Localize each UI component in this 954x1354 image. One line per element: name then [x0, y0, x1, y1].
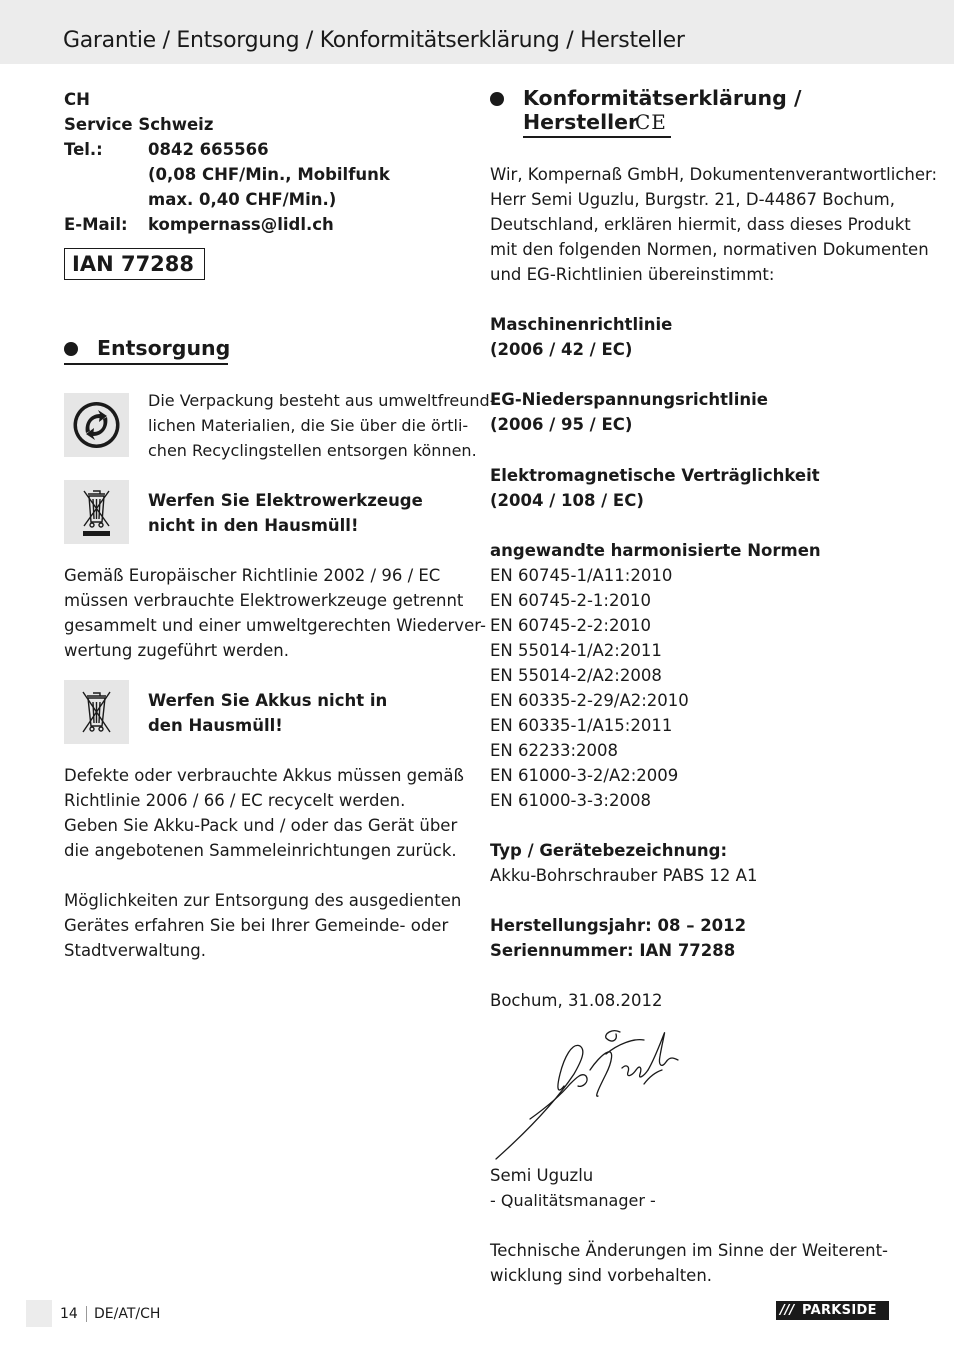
crossed-bin-icon: [64, 480, 129, 544]
crossed-bin-battery-icon: [64, 680, 129, 744]
text-line: und EG-Richtlinien übereinstimmt:: [490, 265, 775, 284]
text-line: Stadtverwaltung.: [64, 941, 206, 960]
text-line: Werfen Sie Akkus nicht in: [148, 691, 388, 710]
signer-role: - Qualitätsmanager -: [490, 1191, 656, 1210]
tel-label: Tel.:: [64, 140, 103, 159]
text-line: Defekte oder verbrauchte Akkus müssen gemäß: [64, 766, 464, 785]
directive-machinery: [490, 312, 672, 362]
text-line: (2006 / 95 / EC): [490, 415, 633, 434]
disclaimer: [490, 1238, 888, 1288]
norms-list: [490, 538, 821, 813]
weee-warning: [148, 488, 423, 538]
text-line: Geben Sie Akku-Pack und / oder das Gerät über: [64, 816, 458, 835]
text-line: Technische Änderungen im Sinne der Weiterent-: [490, 1241, 888, 1260]
tel-rate: (0,08 CHF/Min., Mobilfunk: [148, 165, 390, 184]
ce-mark-icon: CE: [635, 110, 667, 134]
text-line: Elektromagnetische Verträglichkeit: [490, 466, 820, 485]
production-info: [490, 913, 746, 963]
header-bar: [0, 0, 954, 64]
text-line: den Hausmüll!: [148, 716, 283, 735]
contact-country: CH: [64, 90, 90, 109]
footer-divider: [86, 1306, 87, 1322]
signer-name: Semi Uguzlu: [490, 1166, 594, 1185]
text-line: die angebotenen Sammeleinrichtungen zurück.: [64, 841, 457, 860]
norm-item: EN 60335-2-29/A2:2010: [490, 691, 689, 710]
heading-bullet: [64, 342, 78, 356]
heading-bullet: [490, 92, 504, 106]
norm-item: EN 55014-2/A2:2008: [490, 666, 662, 685]
norms-heading: angewandte harmonisierte Normen: [490, 541, 821, 560]
norm-item: EN 55014-1/A2:2011: [490, 641, 662, 660]
text-line: lichen Materialien, die Sie über die örtli-: [148, 416, 469, 435]
serial-number: Seriennummer: IAN 77288: [490, 941, 736, 960]
konformitaet-underline: [523, 136, 671, 138]
text-line: EG-Niederspannungsrichtlinie: [490, 390, 768, 409]
norm-item: EN 61000-3-2/A2:2009: [490, 766, 679, 785]
text-line: müssen verbrauchte Elektrowerkzeuge getrennt: [64, 591, 464, 610]
signature-image: [494, 1024, 694, 1164]
text-line: Gemäß Europäischer Richtlinie 2002 / 96 / EC: [64, 566, 441, 585]
text-line: wertung zugeführt werden.: [64, 641, 289, 660]
production-year: Herstellungsjahr: 08 – 2012: [490, 916, 747, 935]
entsorgung-heading-text: Entsorgung: [97, 336, 231, 360]
text-line: chen Recyclingstellen entsorgen können.: [148, 441, 477, 460]
contact-service: Service Schweiz: [64, 115, 214, 134]
text-line: Wir, Kompernaß GmbH, Dokumentenverantwortlicher:: [490, 165, 938, 184]
recycling-text: [148, 388, 495, 463]
email-address: kompernass@lidl.ch: [148, 215, 334, 234]
text-line: Möglichkeiten zur Entsorgung des ausgedienten: [64, 891, 462, 910]
battery-warning: [148, 688, 387, 738]
text-line: (2004 / 108 / EC): [490, 491, 644, 510]
type-value: Akku-Bohrschrauber PABS 12 A1: [490, 866, 758, 885]
directive-emc: [490, 463, 820, 513]
text-line: Herr Semi Uguzlu, Burgstr. 21, D-44867 Bochum,: [490, 190, 895, 209]
konformitaet-heading-line2: Hersteller: [523, 110, 639, 134]
logo-stripes-icon: ///: [780, 1303, 795, 1318]
type-label: Typ / Gerätebezeichnung:: [490, 841, 728, 860]
email-label: E-Mail:: [64, 215, 128, 234]
disposal-text: [64, 888, 461, 963]
tel-rate-mobile: max. 0,40 CHF/Min.): [148, 190, 337, 209]
text-line: (2006 / 42 / EC): [490, 340, 633, 359]
logo-brand: PARKSIDE: [802, 1303, 877, 1318]
page-number: 14: [60, 1306, 78, 1322]
konformitaet-heading-line1: Konformitätserklärung /: [523, 86, 802, 110]
norm-item: EN 60745-2-2:2010: [490, 616, 651, 635]
footer-region: DE/AT/CH: [94, 1306, 161, 1322]
konformitaet-intro: [490, 162, 937, 287]
text-line: Richtlinie 2006 / 66 / EC recycelt werden.: [64, 791, 406, 810]
text-line: Die Verpackung besteht aus umweltfreund-: [148, 391, 496, 410]
type-designation: [490, 838, 757, 888]
text-line: Maschinenrichtlinie: [490, 315, 673, 334]
battery-text: [64, 763, 464, 863]
norm-item: EN 60745-1/A11:2010: [490, 566, 673, 585]
page-title: Garantie / Entsorgung / Konformitätserklärung / Hersteller: [63, 28, 685, 53]
text-line: nicht in den Hausmüll!: [148, 516, 359, 535]
green-dot-recycling-icon: [64, 393, 129, 457]
entsorgung-underline: [64, 363, 228, 365]
norm-item: EN 62233:2008: [490, 741, 619, 760]
weee-text: [64, 563, 486, 663]
norm-item: EN 60745-2-1:2010: [490, 591, 651, 610]
text-line: Werfen Sie Elektrowerkzeuge: [148, 491, 423, 510]
text-line: gesammelt und einer umweltgerechten Wiederver-: [64, 616, 486, 635]
directive-low-voltage: [490, 387, 768, 437]
norm-item: EN 60335-1/A15:2011: [490, 716, 673, 735]
ian-box: IAN 77288: [64, 248, 205, 280]
footer-marker: [26, 1300, 52, 1327]
tel-number: 0842 665566: [148, 140, 269, 159]
place-date: Bochum, 31.08.2012: [490, 991, 663, 1010]
norm-item: EN 61000-3-3:2008: [490, 791, 651, 810]
text-line: mit den folgenden Normen, normativen Dokumenten: [490, 240, 929, 259]
parkside-logo: [776, 1301, 889, 1320]
text-line: Deutschland, erklären hiermit, dass dieses Produkt: [490, 215, 911, 234]
text-line: Gerätes erfahren Sie bei Ihrer Gemeinde- oder: [64, 916, 449, 935]
text-line: wicklung sind vorbehalten.: [490, 1266, 713, 1285]
